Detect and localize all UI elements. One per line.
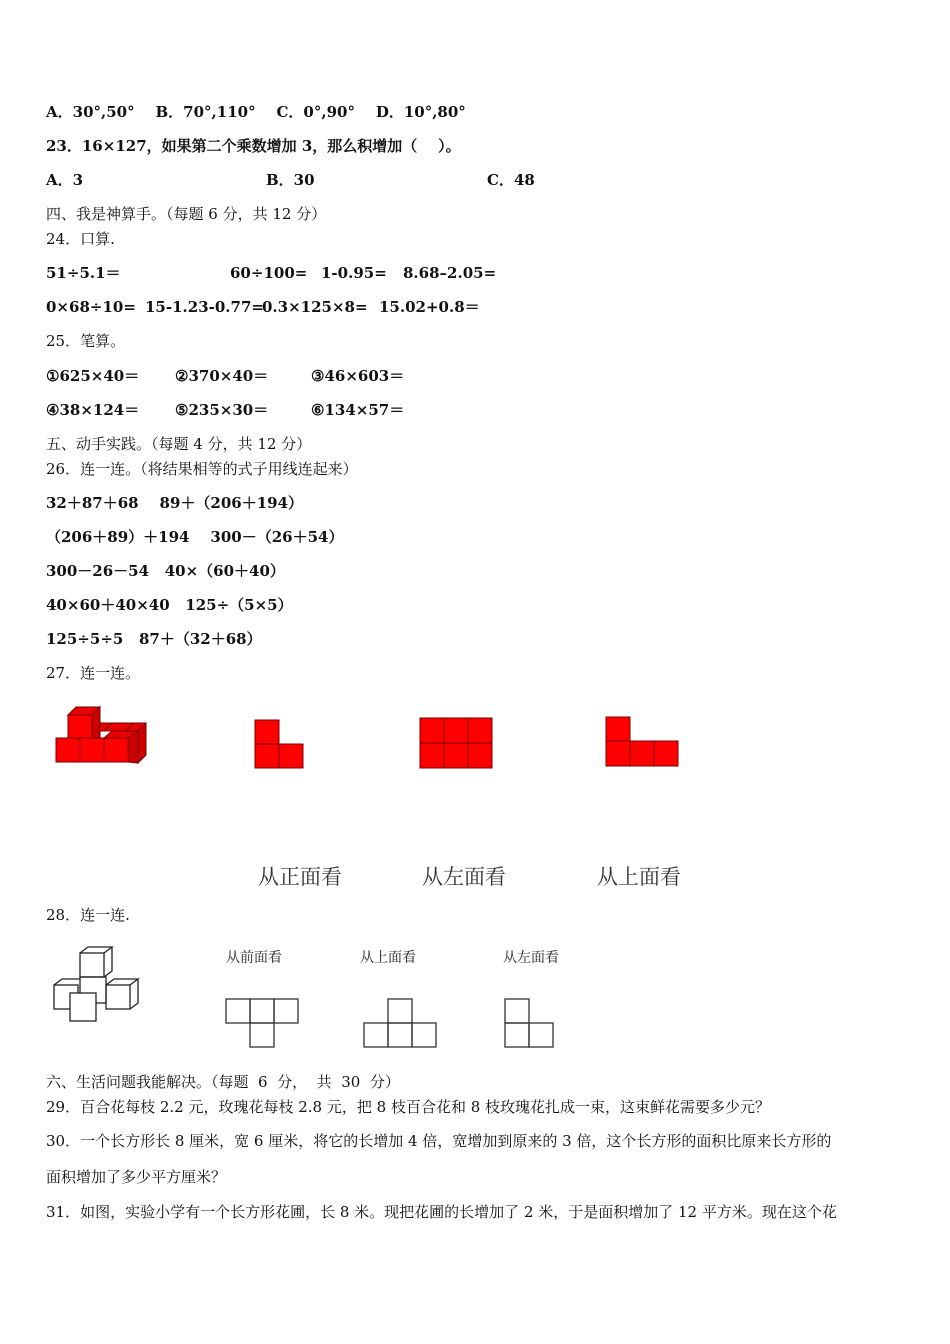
section5-title: 五、动手实践。（每题 4 分，共 12 分）	[46, 435, 312, 453]
q26-row: 125÷5÷5 87＋（32＋68）	[46, 630, 262, 648]
q24-item: 15-1.23-0.77=	[145, 298, 264, 316]
q24-item: 60÷100=	[230, 264, 308, 282]
q27-view-top	[605, 716, 681, 770]
q28-title: 28．连一连.	[46, 906, 130, 924]
q25-item: ⑤235×30＝	[175, 401, 269, 419]
q25-item: ④38×124＝	[46, 401, 140, 419]
q25-title: 25．笔算。	[46, 332, 126, 350]
q27-caption-front: 从正面看	[258, 865, 342, 889]
q27-view-front	[254, 719, 306, 771]
q28-view-left	[503, 997, 557, 1051]
section6-title: 六、生活问题我能解决。（每题 6 分， 共 30 分）	[46, 1073, 400, 1091]
q25-item: ②370×40＝	[175, 367, 269, 385]
q24-title: 24．口算.	[46, 230, 115, 248]
q24-item: 15.02+0.8＝	[379, 298, 480, 316]
q24-item: 0×68÷10=	[46, 298, 136, 316]
q24-item: 1-0.95=	[321, 264, 387, 282]
q26-title: 26．连一连。（将结果相等的式子用线连起来）	[46, 460, 358, 478]
section4-title: 四、我是神算手。（每题 6 分，共 12 分）	[46, 205, 327, 223]
q26-row: （206＋89）＋194 300－（26＋54）	[46, 528, 344, 546]
q25-item: ⑥134×57＝	[311, 401, 405, 419]
q28-view-front	[224, 997, 302, 1051]
q27-caption-top: 从上面看	[597, 865, 681, 889]
q30-line1: 30．一个长方形长 8 厘米，宽 6 厘米，将它的长增加 4 倍，宽增加到原来的 3 倍，这个长方形的面积比原来长方形的	[46, 1132, 832, 1150]
q24-item: 8.68–2.05=	[403, 264, 497, 282]
q26-row: 32＋87＋68 89＋（206＋194）	[46, 494, 304, 512]
q28-caption-top: 从上面看	[360, 950, 416, 966]
q28-caption-front: 从前面看	[226, 950, 282, 966]
q27-title: 27．连一连。	[46, 664, 141, 682]
q27-view-left	[419, 717, 495, 771]
q24-item: 0.3×125×8=	[262, 298, 368, 316]
q27-cube-figure	[50, 705, 150, 777]
q26-row: 40×60＋40×40 125÷（5×5）	[46, 596, 293, 614]
q27-caption-left: 从左面看	[422, 865, 506, 889]
q24-item: 51÷5.1＝	[46, 264, 121, 282]
q25-item: ①625×40＝	[46, 367, 140, 385]
q25-item: ③46×603＝	[311, 367, 405, 385]
q29: 29．百合花每枝 2.2 元，玫瑰花每枝 2.8 元，把 8 枝百合花和 8 枝玫瑰花扎成一束，这束鲜花需要多少元？	[46, 1098, 771, 1116]
q28-cube-figure	[50, 945, 150, 1027]
q23-question: 23．16×127，如果第二个乘数增加 3，那么积增加（ ）。	[46, 137, 461, 155]
q23-option-a: A．3	[46, 171, 84, 189]
q23-option-c: C．48	[487, 171, 535, 189]
q28-view-top	[362, 997, 440, 1051]
q30-line2: 面积增加了多少平方厘米？	[46, 1168, 227, 1186]
q23-option-b: B．30	[266, 171, 315, 189]
q26-row: 300－26－54 40×（60＋40）	[46, 562, 285, 580]
q31: 31．如图，实验小学有一个长方形花圃，长 8 米。现把花圃的长增加了 2 米，于是面积增加了 12 平方米。现在这个花	[46, 1203, 837, 1221]
q28-caption-left: 从左面看	[503, 950, 559, 966]
q22-options: A．30°,50° B．70°,110° C．0°,90° D．10°,80°	[46, 103, 466, 121]
